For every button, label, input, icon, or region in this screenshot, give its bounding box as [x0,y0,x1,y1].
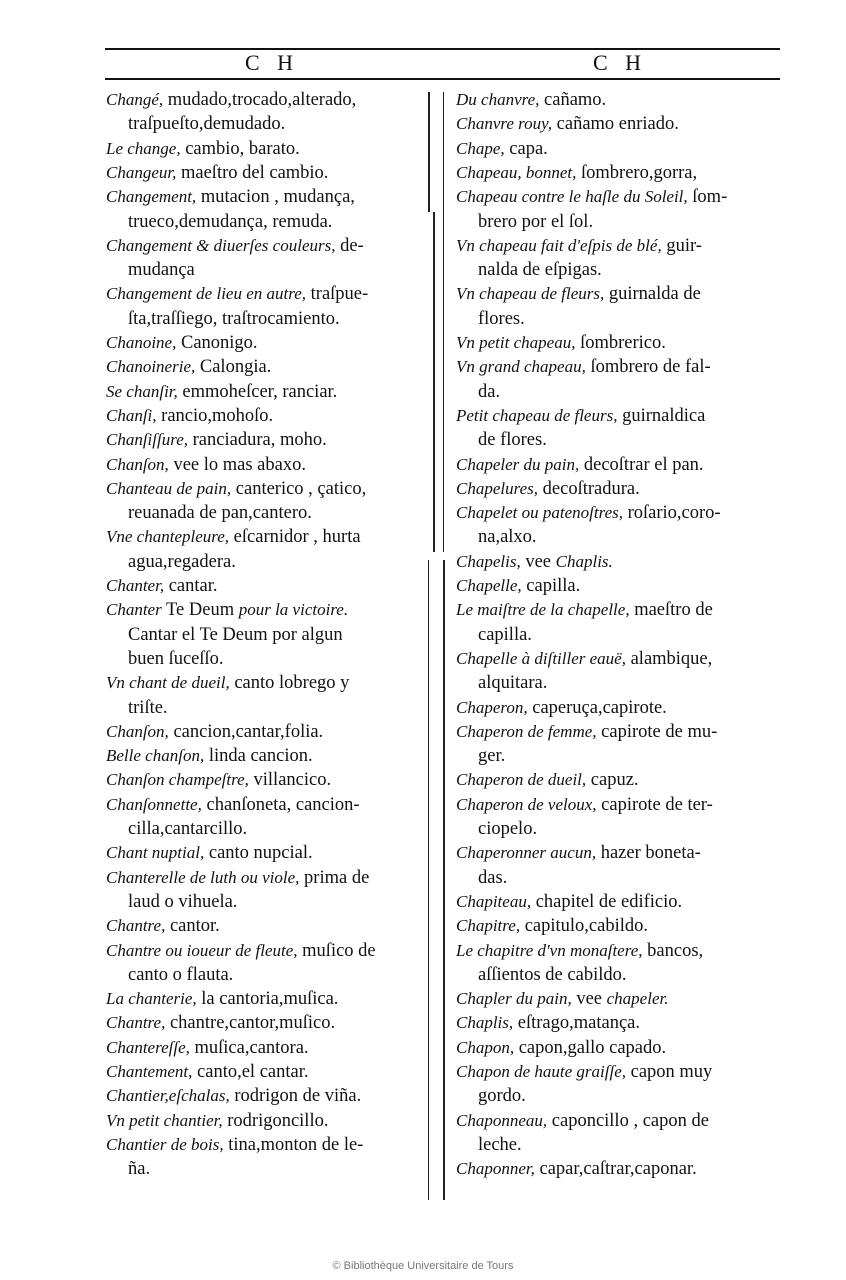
french-headword: Vne chantepleure, [106,527,230,547]
entry-continuation-line [128,210,332,234]
french-headword: Chapelle, [456,576,522,595]
spanish-translation: Cantar el Te Deum por algun [128,624,343,645]
dictionary-entry [106,428,327,452]
spanish-translation: capuz. [586,770,639,791]
french-headword: Chanteau de pain, [106,478,232,498]
dictionary-entry [456,1157,697,1181]
entry-continuation-line [128,1157,150,1181]
spanish-translation: capitulo,cabildo. [520,916,648,937]
french-headword: Vn chapeau de fleurs, [456,284,605,304]
dictionary-entry [456,914,648,938]
french-headword: Le maiſtre de la chapelle, [456,600,630,620]
dictionary-entry [106,185,355,209]
spanish-translation: das. [478,867,508,888]
french-headword: Vn chapeau fait d'eſpis de blé, [456,235,662,255]
french-headword: Se chanſir, [106,381,178,401]
french-headword: Chapelures, [456,478,539,498]
dictionary-entry [106,161,328,185]
spanish-translation: linda cancion. [204,746,313,767]
french-headword: Changement, [106,187,197,207]
spanish-translation: flores. [478,308,525,329]
dictionary-entry [456,331,666,355]
entry-continuation-line [478,428,547,452]
spanish-translation: rodrigon de viña. [229,1086,362,1107]
spanish-translation: capon muy [625,1062,713,1082]
spanish-translation: ña. [128,1159,151,1180]
spanish-translation: muſica,cantora. [189,1037,309,1058]
french-headword: Changement & diuerſes couleurs, [106,235,336,255]
spanish-translation: chanſoneta, cancion- [201,794,360,815]
french-headword: Chanſiſſure, [106,430,189,450]
entry-continuation-line [478,525,537,549]
french-headword: Chapiteau, [456,891,532,911]
french-headword: Chaperonner aucun, [456,843,597,863]
spanish-translation: canto o flauta. [128,964,234,985]
spanish-translation: mudança [128,260,195,281]
spanish-translation: guirnaldica [617,405,706,426]
spanish-translation: cantor. [165,916,220,937]
spanish-translation: caperuça,capirote. [527,697,667,718]
spanish-translation: nalda de eſpigas. [478,260,602,281]
spanish-translation: roſario,coro- [623,503,721,524]
spanish-translation: alquitara. [478,673,548,694]
french-headword: Vn petit chantier, [106,1110,223,1130]
dictionary-entry [106,331,258,355]
french-headword: Belle chanſon, [106,746,205,766]
dictionary-entry [106,453,306,477]
french-headword: Chanſon champeſtre, [106,770,249,790]
dictionary-entry [106,1036,309,1060]
french-headword: Vn grand chapeau, [456,357,586,377]
spanish-translation: laud o vihuela. [128,891,238,912]
spanish-translation: guir- [661,235,702,256]
french-headword: La chanterie, [106,989,197,1009]
french-headword: Chanterelle de luth ou viole, [106,867,300,887]
dictionary-entry [456,137,548,161]
dictionary-entry [456,890,682,914]
french-headword: Chapelis, [456,551,521,571]
dictionary-entry [106,720,323,744]
dictionary-entry [456,234,702,258]
spanish-translation: capon,gallo capado. [514,1037,667,1058]
column-divider [443,92,444,552]
dictionary-entry [456,1036,666,1060]
french-headword: Chantement, [106,1062,193,1081]
dictionary-entry [106,793,360,817]
spanish-translation: Calongia. [195,357,272,378]
dictionary-entry [456,647,712,671]
entry-continuation-line [478,817,537,841]
french-headword: Chape, [456,138,505,158]
french-headword: Chaponneau, [456,1110,548,1130]
entry-continuation-line [478,744,505,768]
dictionary-entry [456,501,721,525]
spanish-translation: ſom- [687,187,728,208]
french-headword: Chaperon, [456,697,528,717]
dictionary-entry [456,355,711,379]
column-divider [428,92,430,212]
entry-continuation-line [128,696,168,720]
dictionary-entry [106,525,361,549]
spanish-translation: aſſientos de cabildo. [478,964,627,985]
french-headword: Chapeler du pain, [456,454,580,474]
spanish-translation: maeſtro de [629,600,713,621]
spanish-translation: agua,regadera. [128,551,236,572]
dictionary-entry [456,598,713,622]
dictionary-entry [456,477,640,501]
spanish-translation: capilla. [521,576,581,596]
spanish-translation: leche. [478,1134,522,1155]
dictionary-entry [456,1011,640,1035]
french-headword: Chanſi, [106,405,157,425]
spanish-translation: muſico de [297,940,376,961]
spanish-translation: da. [478,381,501,402]
dictionary-entry [456,550,613,574]
french-headword: Chapeau contre le haſle du Soleil, [456,187,688,207]
column-divider [443,560,445,1200]
french-headword: Vn petit chapeau, [456,333,576,352]
spanish-translation: cambio, barato. [180,138,300,159]
spanish-translation: cañamo. [539,90,607,110]
french-headword: Le chapitre d'vn monaſtere, [456,940,643,960]
entry-continuation-line [128,647,224,671]
dictionary-entry [106,282,368,306]
spanish-translation: rancio,mohoſo. [156,405,274,426]
french-headword: Chapelle à diſtiller eauë, [456,648,626,668]
dictionary-entry [106,574,218,598]
spanish-translation: guirnalda de [604,284,701,305]
dictionary-entry [106,355,271,379]
dictionary-entry [106,1084,361,1108]
spanish-translation: capa. [504,138,548,159]
dictionary-entry [456,161,697,185]
french-headword: Chanoine, [106,333,177,352]
spanish-translation: ranciadura, moho. [188,430,327,451]
dictionary-entry [456,112,679,136]
dictionary-entry [456,88,606,112]
entry-continuation-line [128,112,285,136]
french-headword: Chaperon de veloux, [456,794,597,814]
dictionary-entry [106,768,331,792]
french-headword: Chapon de haute graiſſe, [456,1062,626,1081]
right-running-head: C H [592,50,648,75]
entry-continuation-line [478,963,626,987]
spanish-translation: chantre,cantor,muſico. [165,1013,336,1034]
entry-continuation-line [478,1133,522,1157]
dictionary-entry [106,1133,363,1157]
spanish-translation: canto,el cantar. [192,1062,309,1082]
entry-continuation-line [478,258,602,282]
french-headword: Chanſonnette, [106,794,202,814]
spanish-translation: tina,monton de le- [223,1134,364,1155]
spanish-translation: ſombrerico. [575,333,666,353]
spanish-translation: rodrigoncillo. [222,1110,329,1131]
french-headword: Changé, [106,90,164,109]
spanish-translation: chapitel de edificio. [531,891,683,912]
dictionary-entry [106,1011,335,1035]
spanish-translation: triſte. [128,697,168,718]
dictionary-entry [456,1109,709,1133]
dictionary-entry [106,137,300,161]
spanish-translation: villancico. [248,770,332,791]
header-rule [105,78,780,80]
french-headword: Du chanvre, [456,90,540,109]
spanish-translation: mutacion , mudança, [196,187,355,208]
dictionary-entry [106,477,366,501]
spanish-translation: buen ſuceſſo. [128,648,224,669]
french-headword: Chaponner, [456,1159,535,1179]
dictionary-entry [106,404,273,428]
dictionary-entry [106,1060,308,1084]
dictionary-entry [106,744,313,768]
spanish-translation: de- [335,235,364,256]
dictionary-entry [106,598,348,622]
entry-continuation-line [128,963,233,987]
french-headword: Vn chant de dueil, [106,673,230,693]
french-headword: Changeur, [106,162,177,182]
entry-continuation-line [128,307,340,331]
spanish-translation: cilla,cantarcillo. [128,819,248,839]
spanish-translation: capirote de mu- [596,721,718,742]
spanish-translation: decoſtradura. [538,478,640,499]
dictionary-entry [456,282,701,306]
spanish-translation: bancos, [642,940,704,961]
spanish-translation: ciopelo. [478,819,538,839]
entry-continuation-line [478,866,507,890]
french-headword: Chantereſſe, [106,1037,190,1057]
spanish-translation: capar,caſtrar,caponar. [534,1159,697,1180]
dictionary-entry [106,88,356,112]
entry-continuation-line [478,623,532,647]
french-headword: Chantier,eſchalas, [106,1086,230,1106]
french-headword: Chanter [106,600,162,620]
copyright-footer: © Bibliothèque Universitaire de Tours [332,1260,514,1272]
dictionary-entry [106,939,376,963]
spanish-translation: hazer boneta- [596,843,701,864]
dictionary-entry [106,841,313,865]
spanish-translation: maeſtro del cambio. [176,162,329,183]
spanish-translation: cañamo enriado. [552,114,679,135]
spanish-translation: ſombrero de fal- [585,357,711,378]
dictionary-entry [456,185,727,209]
entry-continuation-line [478,307,525,331]
entry-continuation-line [128,501,312,525]
spanish-translation: vee lo mas abaxo. [168,454,306,475]
dictionary-entry [106,234,364,258]
spanish-translation: reuanada de pan,cantero. [128,503,312,524]
column-divider [428,560,429,1200]
dictionary-entry [456,987,668,1011]
french-headword: Chantre, [106,916,166,936]
dictionary-entry [456,793,713,817]
spanish-translation: traſpue- [306,284,369,305]
entry-continuation-line [478,1084,526,1108]
spanish-translation: prima de [299,867,370,888]
spanish-translation: de flores. [478,430,547,451]
dictionary-entry [456,939,703,963]
spanish-translation: caponcillo , capon de [547,1110,709,1131]
entry-continuation-line [128,890,237,914]
spanish-translation: cantar. [164,576,218,596]
dictionary-entry [106,914,220,938]
spanish-translation: na,alxo. [478,527,537,548]
french-headword: Chapler du pain, [456,989,572,1009]
dictionary-entry [456,1060,712,1084]
entry-continuation-line [478,210,593,234]
dictionary-entry [456,720,717,744]
spanish-translation: mudado,trocado,alterado, [163,90,357,110]
spanish-translation: trueco,demudança, remuda. [128,211,333,232]
french-headword: pour la victoire. [238,600,349,620]
spanish-translation: ſombrero,gorra, [576,162,698,183]
spanish-translation: Canonigo. [176,333,258,353]
french-headword: Chantre ou ioueur de fleute, [106,940,298,960]
dictionary-entry [106,1109,328,1133]
spanish-translation: Te Deum [161,600,239,621]
left-running-head: C H [244,50,300,75]
dictionary-entry [456,453,704,477]
french-headword: Chantre, [106,1013,166,1033]
dictionary-entry [106,866,369,890]
french-headword: Chaplis, [456,1013,514,1033]
french-headword: Chapeau, bonnet, [456,162,577,182]
spanish-translation: eſtrago,matança. [513,1013,641,1034]
french-headword: Chaplis. [555,551,613,571]
french-headword: Petit chapeau de fleurs, [456,405,618,425]
spanish-translation: brero por el ſol. [478,211,594,232]
french-headword: Chaperon de dueil, [456,770,587,790]
french-headword: Chanter, [106,576,165,595]
french-headword: Chantier de bois, [106,1134,224,1154]
spanish-translation: canto nupcial. [204,843,313,864]
french-headword: Changement de lieu en autre, [106,284,307,304]
spanish-translation: alambique, [625,648,713,669]
french-headword: Chapitre, [456,916,521,936]
spanish-translation: eſcarnidor , hurta [229,527,361,548]
spanish-translation: emmoheſcer, ranciar. [177,381,338,402]
french-headword: Chant nuptial, [106,843,205,863]
french-headword: Chanoinerie, [106,357,196,377]
dictionary-entry [456,841,701,865]
french-headword: chapeler. [606,989,669,1009]
french-headword: Le change, [106,138,181,158]
spanish-translation: decoſtrar el pan. [579,454,704,475]
entry-continuation-line [128,817,247,841]
spanish-translation: cancion,cantar,folia. [168,721,324,742]
spanish-translation: canterico , çatico, [231,478,367,499]
french-headword: Chanvre rouy, [456,114,553,134]
french-headword: Chapelet ou patenoſtres, [456,503,623,523]
entry-continuation-line [478,380,500,404]
spanish-translation: la cantoria,muſica. [196,989,339,1010]
spanish-translation: gordo. [478,1086,526,1107]
spanish-translation: capilla. [478,624,532,645]
entry-continuation-line [128,258,195,282]
spanish-translation: vee [571,989,607,1010]
dictionary-entry [106,987,338,1011]
dictionary-entry [106,671,349,695]
french-headword: Chanſon, [106,721,169,741]
dictionary-entry [456,768,639,792]
spanish-translation: capirote de ter- [596,794,713,815]
dictionary-entry [456,574,580,598]
spanish-translation: vee [520,551,556,572]
french-headword: Chaperon de femme, [456,721,597,741]
entry-continuation-line [128,550,236,574]
column-divider [433,212,435,552]
dictionary-entry [456,404,705,428]
spanish-translation: canto lobrego y [229,673,350,694]
dictionary-entry [456,696,667,720]
french-headword: Chanſon, [106,454,169,474]
spanish-translation: ſta,traſſiego, traſtrocamiento. [128,308,340,329]
spanish-translation: ger. [478,746,506,767]
entry-continuation-line [128,623,343,647]
spanish-translation: traſpueſto,demudado. [128,114,286,135]
french-headword: Chapon, [456,1037,515,1057]
entry-continuation-line [478,671,547,695]
dictionary-entry [106,380,337,404]
